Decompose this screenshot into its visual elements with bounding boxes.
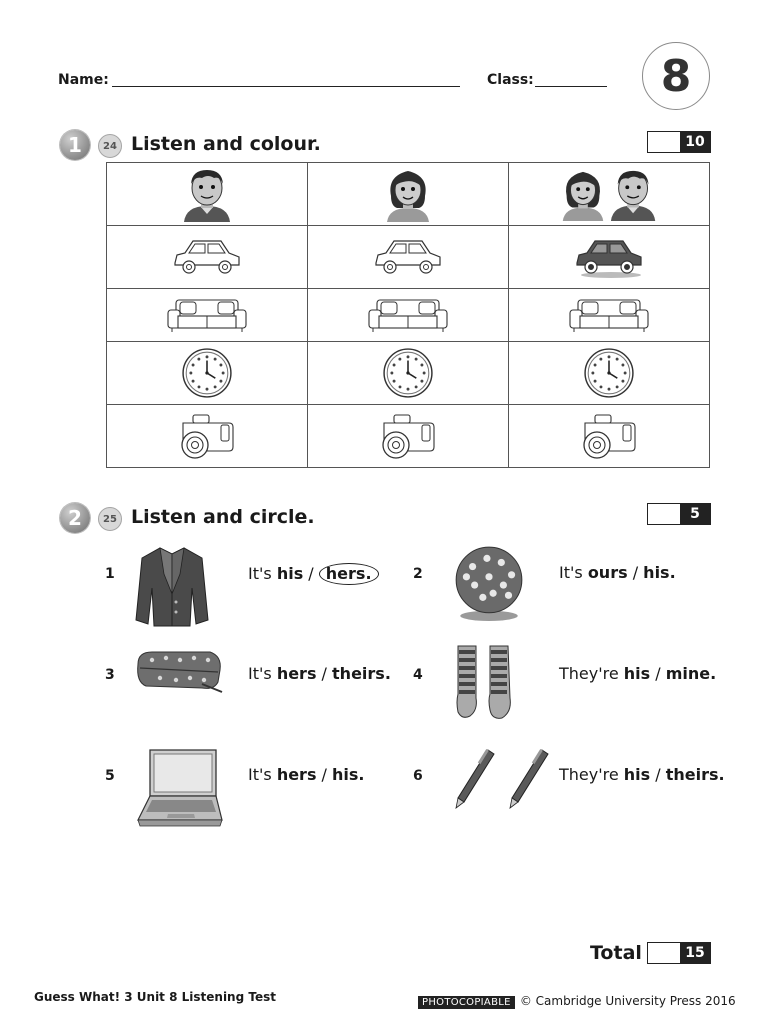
grid-cell[interactable]	[107, 289, 308, 342]
exercise-2-track-icon: 25	[98, 507, 122, 531]
car-outline-icon	[107, 235, 307, 279]
sofa-icon	[308, 296, 508, 334]
option-1[interactable]: ours	[587, 563, 628, 582]
laptop-icon	[132, 746, 224, 834]
option-1[interactable]: hers	[276, 664, 317, 683]
sentence-prefix: It's	[248, 765, 277, 784]
exercise-1-title: Listen and colour.	[131, 133, 321, 155]
option-2[interactable]: theirs.	[665, 765, 725, 784]
total-label: Total	[590, 942, 642, 964]
clock-icon	[509, 347, 709, 399]
item-sentence	[248, 664, 391, 683]
option-separator: /	[650, 765, 666, 784]
grid-cell[interactable]	[308, 163, 509, 226]
grid-cell[interactable]	[509, 226, 710, 289]
name-label: Name:	[58, 72, 109, 88]
exercise-1-number: 1	[60, 130, 90, 160]
sofa-icon	[509, 296, 709, 334]
item-number: 3	[105, 667, 115, 683]
item-sentence	[559, 765, 725, 784]
option-2[interactable]: his.	[643, 563, 676, 582]
exercise-1-track-icon: 24	[98, 134, 122, 158]
footer-title: Guess What! 3 Unit 8 Listening Test	[34, 990, 276, 1004]
exercise-2-number: 2	[60, 503, 90, 533]
item-number: 5	[105, 768, 115, 784]
unit-number-badge: 8	[642, 42, 710, 110]
grid-cell[interactable]	[509, 289, 710, 342]
clock-icon	[308, 347, 508, 399]
girl-and-boy-icon	[509, 166, 709, 222]
grid-cell[interactable]	[107, 226, 308, 289]
item-sentence	[248, 563, 379, 585]
option-2[interactable]: his.	[332, 765, 365, 784]
sofa-icon	[107, 296, 307, 334]
colour-grid	[106, 162, 710, 468]
score-blank[interactable]	[648, 132, 680, 152]
photocopiable-badge: PHOTOCOPIABLE	[418, 996, 515, 1009]
grid-cell[interactable]	[308, 342, 509, 405]
ball-icon	[452, 544, 526, 626]
name-field[interactable]	[112, 86, 460, 87]
class-label: Class:	[487, 72, 534, 88]
grid-cell[interactable]	[308, 405, 509, 468]
sentence-prefix: It's	[248, 664, 277, 683]
option-1[interactable]: his	[623, 664, 651, 683]
score-value: 15	[680, 943, 710, 963]
option-2[interactable]: hers.	[319, 563, 379, 585]
item-number: 2	[413, 566, 423, 582]
grid-cell[interactable]	[308, 226, 509, 289]
car-shaded-icon	[509, 235, 709, 279]
option-2[interactable]: mine.	[665, 664, 717, 683]
grid-row	[107, 163, 710, 226]
pencil-case-icon	[132, 642, 226, 698]
copyright: © Cambridge University Press 2016	[519, 994, 736, 1008]
exercise-2-title: Listen and circle.	[131, 506, 315, 528]
grid-cell[interactable]	[107, 163, 308, 226]
item-number: 6	[413, 768, 423, 784]
grid-cell[interactable]	[107, 405, 308, 468]
option-separator: /	[627, 563, 644, 582]
item-number: 4	[413, 667, 423, 683]
camera-icon	[308, 411, 508, 461]
grid-cell[interactable]	[509, 405, 710, 468]
option-separator: /	[303, 564, 319, 583]
score-blank[interactable]	[648, 943, 680, 963]
grid-cell[interactable]	[308, 289, 509, 342]
camera-icon	[107, 411, 307, 461]
score-blank[interactable]	[648, 504, 680, 524]
sentence-prefix: They're	[559, 664, 624, 683]
footer-right	[418, 990, 736, 1009]
socks-icon	[452, 642, 518, 726]
sentence-prefix: It's	[248, 564, 277, 583]
sentence-prefix: They're	[559, 765, 624, 784]
score-value: 5	[680, 504, 710, 524]
boy-icon	[107, 166, 307, 222]
pens-icon	[452, 746, 552, 816]
grid-cell[interactable]	[107, 342, 308, 405]
grid-row	[107, 226, 710, 289]
option-separator: /	[650, 664, 666, 683]
option-1[interactable]: his	[623, 765, 651, 784]
grid-cell[interactable]	[509, 163, 710, 226]
total-score-box	[647, 942, 711, 964]
item-sentence	[248, 765, 365, 784]
grid-row	[107, 405, 710, 468]
jacket-icon	[132, 544, 212, 632]
class-field[interactable]	[535, 86, 607, 87]
score-value: 10	[680, 132, 710, 152]
exercise-2-score-box	[647, 503, 711, 525]
option-2[interactable]: theirs.	[332, 664, 391, 683]
option-1[interactable]: hers	[276, 765, 317, 784]
clock-icon	[107, 347, 307, 399]
grid-row	[107, 342, 710, 405]
item-sentence	[559, 664, 716, 683]
sentence-prefix: It's	[559, 563, 588, 582]
girl-icon	[308, 166, 508, 222]
option-1[interactable]: his	[276, 564, 304, 583]
car-outline-icon	[308, 235, 508, 279]
option-separator: /	[316, 765, 333, 784]
grid-row	[107, 289, 710, 342]
option-separator: /	[316, 664, 333, 683]
exercise-1-score-box	[647, 131, 711, 153]
grid-cell[interactable]	[509, 342, 710, 405]
camera-icon	[509, 411, 709, 461]
item-sentence	[559, 563, 676, 582]
item-number: 1	[105, 566, 115, 582]
